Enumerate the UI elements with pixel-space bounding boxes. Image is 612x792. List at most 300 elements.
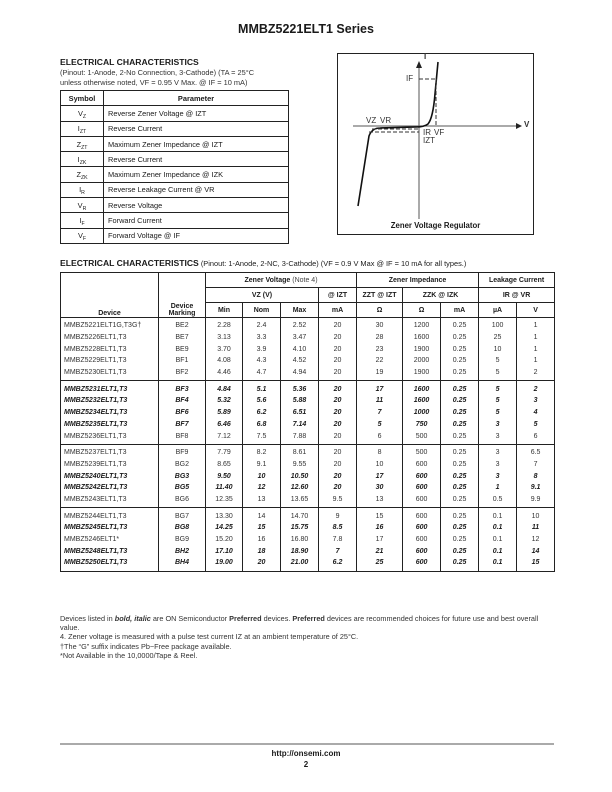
cell-vr-v: 9.1 — [517, 482, 555, 494]
header-ohm2: Ω — [403, 303, 441, 318]
cell-izt-ma: 20 — [319, 482, 357, 494]
cell-zzk-ohm: 1900 — [403, 343, 441, 355]
table-row — [61, 343, 555, 355]
cell-ir-ua: 5 — [479, 367, 517, 381]
header-max: Max — [281, 303, 319, 318]
symbol-cell: $I_{ZK}$ — [61, 152, 104, 167]
cell-izk-ma: 0.25 — [441, 545, 479, 557]
cell-vr-v: 8 — [517, 470, 555, 482]
parameter-cell: Forward Voltage @ IF — [104, 228, 289, 243]
cell-ir-ua: 3 — [479, 444, 517, 458]
header-zener-impedance: Zener Impedance — [357, 273, 479, 288]
cell-vz-nom: 20 — [243, 557, 281, 571]
cell-zzt-ohm: 17 — [357, 381, 403, 395]
cell-izk-ma: 0.25 — [441, 381, 479, 395]
cell-zzt-ohm: 30 — [357, 318, 403, 332]
table-row — [61, 444, 555, 458]
page-title: MMBZ5221ELT1 Series — [238, 22, 374, 36]
footer-rule — [60, 743, 554, 745]
cell-izt-ma: 20 — [319, 332, 357, 344]
cell-vz-max: 7.88 — [281, 430, 319, 444]
note4-label: (Note 4) — [292, 276, 318, 284]
symbol-cell: $Z_{ZT}$ — [61, 136, 104, 151]
cell-ir-ua: 0.1 — [479, 522, 517, 534]
footnotes — [60, 614, 554, 660]
cell-zzt-ohm: 10 — [357, 459, 403, 471]
symbol-row — [61, 228, 289, 243]
cell-zzt-ohm: 13 — [357, 494, 403, 508]
table-row — [61, 318, 555, 332]
cell-izt-ma: 20 — [319, 430, 357, 444]
cell-vz-nom: 9.1 — [243, 459, 281, 471]
cell-marking: BF1 — [159, 355, 206, 367]
cell-ir-ua: 0.5 — [479, 494, 517, 508]
cell-vz-max: 2.52 — [281, 318, 319, 332]
cell-device: MMBZ5236ELT1,T3 — [61, 430, 159, 444]
cell-ir-ua: 0.1 — [479, 557, 517, 571]
cell-zzt-ohm: 30 — [357, 482, 403, 494]
cell-izk-ma: 0.25 — [441, 395, 479, 407]
cell-izk-ma: 0.25 — [441, 343, 479, 355]
symbol-cell: $V_R$ — [61, 198, 104, 213]
cell-zzk-ohm: 500 — [403, 430, 441, 444]
cell-vz-nom: 4.7 — [243, 367, 281, 381]
cell-marking: BG6 — [159, 494, 206, 508]
cell-vz-nom: 3.3 — [243, 332, 281, 344]
parameter-cell: Forward Current — [104, 213, 289, 228]
cell-izt-ma: 20 — [319, 318, 357, 332]
cell-izt-ma: 7.8 — [319, 534, 357, 546]
cell-marking: BF7 — [159, 419, 206, 431]
parameter-cell: Reverse Current — [104, 152, 289, 167]
page-number: 2 — [303, 760, 309, 769]
table-row — [61, 459, 555, 471]
cell-vr-v: 2 — [517, 381, 555, 395]
cell-marking: BE9 — [159, 343, 206, 355]
cell-vz-max: 10.50 — [281, 470, 319, 482]
cell-vr-v: 6 — [517, 430, 555, 444]
cell-izt-ma: 20 — [319, 367, 357, 381]
symbol-table — [60, 90, 289, 244]
cell-vz-nom: 2.4 — [243, 318, 281, 332]
cell-device: MMBZ5231ELT1,T3 — [61, 381, 159, 395]
cell-vz-nom: 7.5 — [243, 430, 281, 444]
cell-izk-ma: 0.25 — [441, 508, 479, 522]
cell-device: MMBZ5245ELT1,T3 — [61, 522, 159, 534]
cell-vz-min: 3.13 — [206, 332, 243, 344]
ec2-heading: ELECTRICAL CHARACTERISTICS — [60, 258, 199, 268]
axis-label-i: I — [424, 52, 427, 61]
cell-ir-ua: 0.1 — [479, 508, 517, 522]
cell-vz-min: 3.70 — [206, 343, 243, 355]
cell-vz-max: 7.14 — [281, 419, 319, 431]
cell-device: MMBZ5235ELT1,T3 — [61, 419, 159, 431]
cell-zzk-ohm: 750 — [403, 419, 441, 431]
cell-vz-min: 12.35 — [206, 494, 243, 508]
cell-zzt-ohm: 23 — [357, 343, 403, 355]
symbol-row — [61, 121, 289, 136]
parameter-cell: Maximum Zener Impedance @ IZK — [104, 167, 289, 182]
cell-ir-ua: 3 — [479, 419, 517, 431]
cell-vz-max: 4.52 — [281, 355, 319, 367]
table-row — [61, 407, 555, 419]
cell-vr-v: 3 — [517, 395, 555, 407]
cell-zzk-ohm: 600 — [403, 470, 441, 482]
parameter-cell: Reverse Current — [104, 121, 289, 136]
cell-ir-ua: 5 — [479, 355, 517, 367]
cell-izt-ma: 7 — [319, 545, 357, 557]
cell-marking: BH4 — [159, 557, 206, 571]
cell-vz-min: 5.32 — [206, 395, 243, 407]
cell-vz-max: 15.75 — [281, 522, 319, 534]
ec1-subtitle — [60, 68, 300, 88]
cell-device: MMBZ5243ELT1,T3 — [61, 494, 159, 508]
cell-ir-ua: 10 — [479, 343, 517, 355]
cell-vz-max: 4.94 — [281, 367, 319, 381]
cell-zzt-ohm: 19 — [357, 367, 403, 381]
cell-zzt-ohm: 25 — [357, 557, 403, 571]
parameter-cell: Reverse Voltage — [104, 198, 289, 213]
cell-vz-min: 8.65 — [206, 459, 243, 471]
graph-caption: Zener Voltage Regulator — [390, 221, 481, 230]
cell-marking: BG5 — [159, 482, 206, 494]
cell-izt-ma: 20 — [319, 444, 357, 458]
cell-vz-max: 3.47 — [281, 332, 319, 344]
axis-label-v: V — [524, 120, 530, 129]
label-if: IF — [406, 74, 414, 83]
cell-izk-ma: 0.25 — [441, 367, 479, 381]
symbol-cell: $V_F$ — [61, 228, 104, 243]
cell-vz-min: 13.30 — [206, 508, 243, 522]
table-row — [61, 470, 555, 482]
cell-vz-max: 12.60 — [281, 482, 319, 494]
cell-device: MMBZ5239ELT1,T3 — [61, 459, 159, 471]
cell-izt-ma: 20 — [319, 355, 357, 367]
footer-url[interactable]: http://onsemi.com — [271, 749, 341, 758]
cell-izk-ma: 0.25 — [441, 522, 479, 534]
cell-marking: BG8 — [159, 522, 206, 534]
cell-vz-max: 18.90 — [281, 545, 319, 557]
cell-marking: BG7 — [159, 508, 206, 522]
cell-izk-ma: 0.25 — [441, 482, 479, 494]
cell-zzk-ohm: 600 — [403, 494, 441, 508]
cell-zzk-ohm: 1200 — [403, 318, 441, 332]
table-row — [61, 381, 555, 395]
cell-ir-ua: 0.1 — [479, 534, 517, 546]
cell-vz-nom: 12 — [243, 482, 281, 494]
cell-marking: BG9 — [159, 534, 206, 546]
cell-vr-v: 1 — [517, 355, 555, 367]
cell-vz-min: 2.28 — [206, 318, 243, 332]
cell-marking: BF8 — [159, 430, 206, 444]
ec1-subtitle-line1: (Pinout: 1-Anode, 2-No Connection, 3-Cathode) (TA = 25°C — [60, 68, 255, 77]
cell-vz-nom: 15 — [243, 522, 281, 534]
symbol-row — [61, 136, 289, 151]
note-not-available: *Not Available in the 10,0000/Tape & Reel. — [60, 650, 198, 660]
electrical-characteristics-table — [60, 272, 555, 572]
cell-marking: BE2 — [159, 318, 206, 332]
symbol-cell: $V_Z$ — [61, 106, 104, 121]
cell-zzt-ohm: 6 — [357, 430, 403, 444]
cell-vz-nom: 6.8 — [243, 419, 281, 431]
symbol-cell: $Z_{ZK}$ — [61, 167, 104, 182]
table-row — [61, 332, 555, 344]
cell-marking: BF6 — [159, 407, 206, 419]
cell-vz-max: 8.61 — [281, 444, 319, 458]
cell-vr-v: 7 — [517, 459, 555, 471]
col-symbol: Symbol — [61, 91, 104, 106]
cell-ir-ua: 5 — [479, 407, 517, 419]
header-device: Device — [61, 273, 159, 318]
table-row — [61, 545, 555, 557]
cell-device: MMBZ5237ELT1,T3 — [61, 444, 159, 458]
ec1-heading: ELECTRICAL CHARACTERISTICS — [60, 57, 199, 67]
header-min: Min — [206, 303, 243, 318]
cell-izk-ma: 0.25 — [441, 444, 479, 458]
header-leakage-current: Leakage Current — [479, 273, 555, 288]
cell-vz-nom: 14 — [243, 508, 281, 522]
cell-ir-ua: 5 — [479, 395, 517, 407]
symbol-row — [61, 198, 289, 213]
cell-vz-nom: 18 — [243, 545, 281, 557]
cell-izt-ma: 20 — [319, 459, 357, 471]
cell-izt-ma: 6.2 — [319, 557, 357, 571]
label-izt: IZT — [423, 136, 435, 145]
cell-zzt-ohm: 17 — [357, 470, 403, 482]
cell-vz-min: 9.50 — [206, 470, 243, 482]
cell-vz-max: 5.88 — [281, 395, 319, 407]
cell-device: MMBZ5229ELT1,T3 — [61, 355, 159, 367]
cell-ir-ua: 25 — [479, 332, 517, 344]
cell-device: MMBZ5244ELT1,T3 — [61, 508, 159, 522]
cell-vr-v: 10 — [517, 508, 555, 522]
table-row — [61, 494, 555, 508]
cell-device: MMBZ5246ELT1* — [61, 534, 159, 546]
cell-vz-nom: 4.3 — [243, 355, 281, 367]
cell-izt-ma: 8.5 — [319, 522, 357, 534]
header-marking: Device Marking — [159, 273, 206, 318]
symbol-row — [61, 167, 289, 182]
cell-vr-v: 11 — [517, 522, 555, 534]
cell-vz-min: 4.46 — [206, 367, 243, 381]
header-at-izt: @ IZT — [319, 288, 357, 303]
cell-ir-ua: 3 — [479, 470, 517, 482]
cell-ir-ua: 3 — [479, 430, 517, 444]
cell-vr-v: 1 — [517, 332, 555, 344]
cell-marking: BF9 — [159, 444, 206, 458]
cell-vz-min: 19.00 — [206, 557, 243, 571]
table-row — [61, 557, 555, 571]
cell-vr-v: 2 — [517, 367, 555, 381]
table-row — [61, 508, 555, 522]
cell-vr-v: 15 — [517, 557, 555, 571]
cell-vz-max: 5.36 — [281, 381, 319, 395]
cell-zzt-ohm: 16 — [357, 522, 403, 534]
cell-izk-ma: 0.25 — [441, 459, 479, 471]
cell-zzk-ohm: 600 — [403, 482, 441, 494]
cell-ir-ua: 100 — [479, 318, 517, 332]
ec2-subtitle: (Pinout: 1-Anode, 2-NC, 3-Cathode) (VF = 0.9 V Max @ IF = 10 mA for all types.) — [200, 259, 467, 268]
table-row — [61, 522, 555, 534]
cell-zzt-ohm: 8 — [357, 444, 403, 458]
cell-device: MMBZ5234ELT1,T3 — [61, 407, 159, 419]
table-row — [61, 367, 555, 381]
parameter-cell: Reverse Leakage Current @ VR — [104, 182, 289, 197]
cell-ir-ua: 1 — [479, 482, 517, 494]
zener-iv-graph — [337, 53, 534, 235]
cell-zzk-ohm: 500 — [403, 444, 441, 458]
header-v: V — [517, 303, 555, 318]
cell-vz-min: 4.08 — [206, 355, 243, 367]
iv-curve-graphic — [338, 54, 533, 234]
cell-vz-nom: 16 — [243, 534, 281, 546]
cell-zzk-ohm: 1000 — [403, 407, 441, 419]
cell-izk-ma: 0.25 — [441, 407, 479, 419]
cell-vz-min: 11.40 — [206, 482, 243, 494]
cell-device: MMBZ5232ELT1,T3 — [61, 395, 159, 407]
cell-zzk-ohm: 600 — [403, 545, 441, 557]
cell-vz-min: 6.46 — [206, 419, 243, 431]
symbol-cell: $I_F$ — [61, 213, 104, 228]
header-zener-voltage — [206, 273, 357, 288]
cell-vz-max: 14.70 — [281, 508, 319, 522]
cell-izk-ma: 0.25 — [441, 494, 479, 508]
header-vz: VZ (V) — [206, 288, 319, 303]
footer — [0, 748, 612, 770]
cell-zzk-ohm: 600 — [403, 557, 441, 571]
parameter-cell: Maximum Zener Impedance @ IZT — [104, 136, 289, 151]
table-row — [61, 430, 555, 444]
cell-zzk-ohm: 600 — [403, 522, 441, 534]
header-ua: µA — [479, 303, 517, 318]
symbol-row — [61, 182, 289, 197]
cell-marking: BH2 — [159, 545, 206, 557]
cell-vz-nom: 13 — [243, 494, 281, 508]
header-zzk: ZZK @ IZK — [403, 288, 479, 303]
cell-zzt-ohm: 11 — [357, 395, 403, 407]
cell-izk-ma: 0.25 — [441, 332, 479, 344]
cell-izt-ma: 9 — [319, 508, 357, 522]
cell-vz-max: 4.10 — [281, 343, 319, 355]
cell-marking: BG2 — [159, 459, 206, 471]
cell-zzt-ohm: 7 — [357, 407, 403, 419]
zener-voltage-label: Zener Voltage — [244, 276, 291, 284]
cell-izt-ma: 20 — [319, 395, 357, 407]
cell-vz-max: 21.00 — [281, 557, 319, 571]
cell-device: MMBZ5228ELT1,T3 — [61, 343, 159, 355]
cell-izk-ma: 0.25 — [441, 534, 479, 546]
cell-device: MMBZ5248ELT1,T3 — [61, 545, 159, 557]
cell-marking: BE7 — [159, 332, 206, 344]
cell-zzt-ohm: 28 — [357, 332, 403, 344]
symbol-cell: $I_{ZT}$ — [61, 121, 104, 136]
cell-vr-v: 9.9 — [517, 494, 555, 508]
cell-izt-ma: 20 — [319, 407, 357, 419]
cell-izt-ma: 20 — [319, 419, 357, 431]
cell-zzk-ohm: 1900 — [403, 367, 441, 381]
cell-vz-min: 7.79 — [206, 444, 243, 458]
cell-marking: BF4 — [159, 395, 206, 407]
cell-vz-min: 15.20 — [206, 534, 243, 546]
cell-vz-min: 17.10 — [206, 545, 243, 557]
cell-vz-min: 14.25 — [206, 522, 243, 534]
cell-device: MMBZ5221ELT1G,T3G† — [61, 318, 159, 332]
symbol-row — [61, 106, 289, 121]
cell-vz-max: 16.80 — [281, 534, 319, 546]
cell-device: MMBZ5230ELT1,T3 — [61, 367, 159, 381]
header-ohm: Ω — [357, 303, 403, 318]
cell-zzk-ohm: 600 — [403, 459, 441, 471]
cell-vz-min: 4.84 — [206, 381, 243, 395]
cell-vz-min: 7.12 — [206, 430, 243, 444]
cell-device: MMBZ5242ELT1,T3 — [61, 482, 159, 494]
parameter-cell: Reverse Zener Voltage @ IZT — [104, 106, 289, 121]
note-g-suffix: †The “G” suffix indicates Pb−Free package available. — [60, 641, 232, 651]
cell-vz-nom: 5.6 — [243, 395, 281, 407]
note-preferred: Devices listed in bold, italic are ON Semiconductor Preferred devices. Preferred devices are recommended choices for future use and best overall value. — [60, 614, 539, 633]
cell-marking: BG3 — [159, 470, 206, 482]
cell-izk-ma: 0.25 — [441, 318, 479, 332]
table-row — [61, 482, 555, 494]
cell-zzk-ohm: 1600 — [403, 381, 441, 395]
label-vr: VR — [380, 116, 392, 125]
cell-izk-ma: 0.25 — [441, 430, 479, 444]
cell-device: MMBZ5250ELT1,T3 — [61, 557, 159, 571]
cell-vr-v: 4 — [517, 407, 555, 419]
cell-izk-ma: 0.25 — [441, 355, 479, 367]
table-row — [61, 534, 555, 546]
cell-vr-v: 14 — [517, 545, 555, 557]
cell-vr-v: 1 — [517, 343, 555, 355]
cell-vr-v: 6.5 — [517, 444, 555, 458]
cell-vz-max: 9.55 — [281, 459, 319, 471]
cell-vr-v: 12 — [517, 534, 555, 546]
cell-vz-nom: 8.2 — [243, 444, 281, 458]
col-parameter: Parameter — [104, 91, 289, 106]
symbol-cell: $I_R$ — [61, 182, 104, 197]
header-ir-vr: IR @ VR — [479, 288, 555, 303]
cell-vz-min: 5.89 — [206, 407, 243, 419]
table-row — [61, 395, 555, 407]
cell-zzt-ohm: 22 — [357, 355, 403, 367]
cell-vz-nom: 10 — [243, 470, 281, 482]
cell-izt-ma: 20 — [319, 381, 357, 395]
cell-vz-max: 6.51 — [281, 407, 319, 419]
cell-zzt-ohm: 5 — [357, 419, 403, 431]
table-row — [61, 355, 555, 367]
cell-zzt-ohm: 17 — [357, 534, 403, 546]
cell-izk-ma: 0.25 — [441, 419, 479, 431]
cell-device: MMBZ5226ELT1,T3 — [61, 332, 159, 344]
note-4: 4. Zener voltage is measured with a pulse test current IZ at an ambient temperature of 25°C. — [60, 632, 359, 642]
label-ir: IR — [423, 128, 431, 137]
cell-vz-nom: 3.9 — [243, 343, 281, 355]
table-row — [61, 419, 555, 431]
cell-ir-ua: 3 — [479, 459, 517, 471]
cell-vz-nom: 5.1 — [243, 381, 281, 395]
symbol-row — [61, 213, 289, 228]
cell-zzk-ohm: 600 — [403, 534, 441, 546]
cell-zzt-ohm: 15 — [357, 508, 403, 522]
label-vf: VF — [434, 128, 445, 137]
ec1-subtitle-line2: unless otherwise noted, VF = 0.95 V Max. @ IF = 10 mA) — [60, 78, 248, 87]
cell-izt-ma: 9.5 — [319, 494, 357, 508]
cell-zzt-ohm: 21 — [357, 545, 403, 557]
symbol-row — [61, 152, 289, 167]
cell-zzk-ohm: 1600 — [403, 395, 441, 407]
cell-device: MMBZ5240ELT1,T3 — [61, 470, 159, 482]
cell-vr-v: 5 — [517, 419, 555, 431]
